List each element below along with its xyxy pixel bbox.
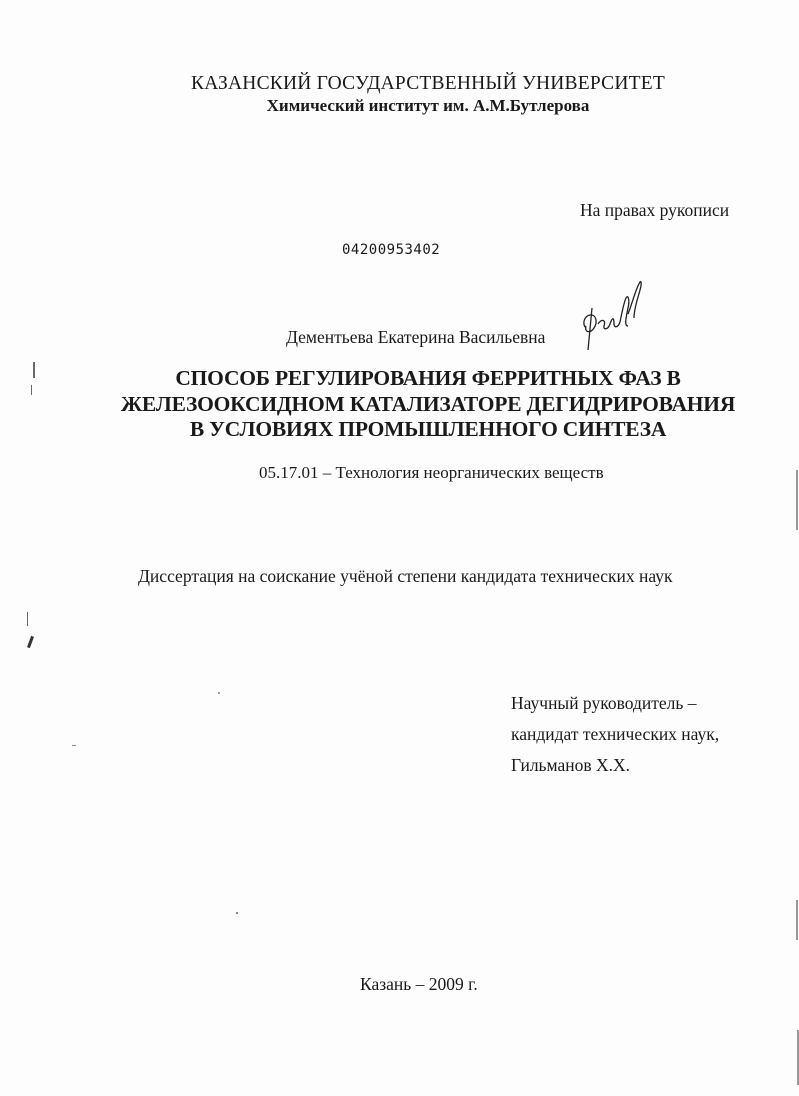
scan-mark (796, 900, 798, 940)
scan-mark (33, 362, 35, 378)
scan-mark (218, 692, 220, 694)
supervisor-name: Гильманов Х.Х. (511, 755, 631, 775)
catalog-code: 04200953402 (342, 242, 441, 258)
supervisor-role: Научный руководитель – (511, 693, 697, 713)
title-line-2: ЖЕЛЕЗООКСИДНОМ КАТАЛИЗАТОРЕ ДЕГИДРИРОВАНИЯ (120, 392, 736, 416)
scan-mark (27, 636, 34, 648)
author-name: Дементьева Екатерина Васильевна (286, 327, 546, 347)
scan-mark (236, 912, 238, 914)
rights-note: На правах рукописи (580, 200, 730, 220)
scan-mark (796, 470, 798, 530)
dissertation-note: Диссертация на соискание учёной степени кандидата технических наук (138, 566, 673, 586)
scan-mark (27, 612, 28, 626)
scan-mark (31, 385, 32, 395)
specialty-line: 05.17.01 – Технология неорганических веществ (259, 463, 604, 482)
university-name: КАЗАНСКИЙ ГОСУДАРСТВЕННЫЙ УНИВЕРСИТЕТ (191, 73, 665, 94)
title-line-1: СПОСОБ РЕГУЛИРОВАНИЯ ФЕРРИТНЫХ ФАЗ В (175, 366, 681, 390)
institute-name: Химический институт им. А.М.Бутлерова (266, 96, 590, 115)
title-line-3: В УСЛОВИЯХ ПРОМЫШЛЕННОГО СИНТЕЗА (189, 417, 667, 441)
city-year: Казань – 2009 г. (360, 974, 478, 994)
supervisor-degree: кандидат технических наук, (511, 724, 720, 744)
scan-mark (72, 745, 76, 746)
handwritten-signature (578, 268, 648, 358)
